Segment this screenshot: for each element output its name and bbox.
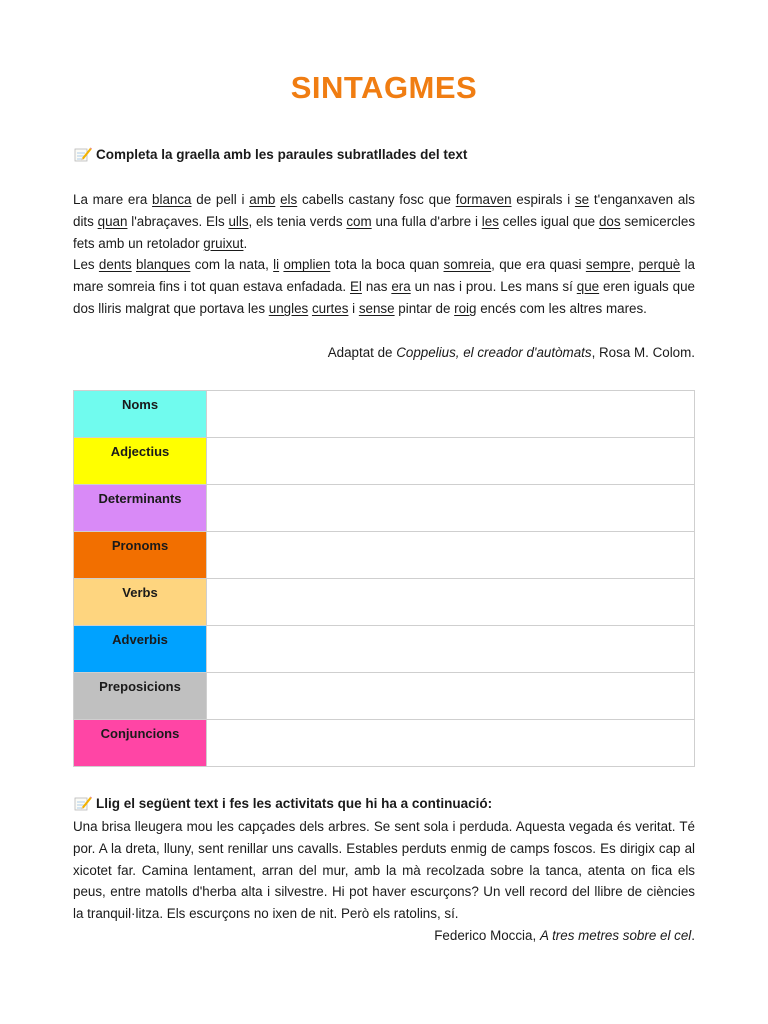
text-run: eren iguals que dos lliris malgrat que portava les <box>73 279 696 316</box>
credit-1-suffix: , Rosa M. Colom. <box>591 345 695 360</box>
text-run: una fulla d'arbre i <box>371 213 482 229</box>
underlined-word: gruixut <box>203 235 244 251</box>
underlined-word: El <box>349 279 362 295</box>
instruction-1-text: Completa la graella amb les paraules subratllades del text <box>96 146 468 162</box>
underlined-word: omplien <box>283 257 331 273</box>
underlined-word: dents <box>98 257 132 273</box>
grid-answer-determinants[interactable] <box>207 485 695 532</box>
text-1-paragraph-2 <box>73 254 695 319</box>
grid-row-conjuncions <box>74 720 695 767</box>
underlined-word: sense <box>358 300 395 316</box>
text-run: l'abraçaves. Els <box>127 213 229 229</box>
grid-row-preposicions <box>74 673 695 720</box>
text-run: . <box>243 235 248 251</box>
grid-label-determinants: Determinants <box>74 485 207 532</box>
grid-label-preposicions: Preposicions <box>74 673 207 720</box>
underlined-word: els <box>280 192 298 207</box>
grid-answer-noms[interactable] <box>207 391 695 438</box>
instruction-2 <box>74 795 492 811</box>
underlined-word: blanques <box>136 257 191 273</box>
grid-row-pronoms <box>74 532 695 579</box>
memo-pencil-icon <box>74 146 92 162</box>
text-run: nas <box>361 279 392 295</box>
grid-label-verbs: Verbs <box>74 579 207 626</box>
text-run: la mare somreia fins i tot quan estava enfadada. <box>73 257 696 295</box>
text-run: espirals i <box>511 192 575 207</box>
text-run: , que era quasi <box>491 257 586 273</box>
grid-row-verbs <box>74 579 695 626</box>
text-run: i <box>348 300 359 316</box>
instruction-2-text: Llig el següent text i fes les activitats que hi ha a continuació: <box>96 795 493 811</box>
text-2 <box>73 816 695 925</box>
underlined-word: se <box>574 192 590 207</box>
instruction-1 <box>74 146 467 162</box>
text-run: Les <box>73 257 99 273</box>
word-classification-grid <box>73 390 695 767</box>
grid-label-noms: Noms <box>74 391 207 438</box>
underlined-word: somreia <box>443 257 492 273</box>
grid-row-adjectius <box>74 438 695 485</box>
grid-label-conjuncions: Conjuncions <box>74 720 207 767</box>
grid-row-adverbis <box>74 626 695 673</box>
text-run: pintar de <box>394 300 455 316</box>
text-1-paragraph-1 <box>73 189 695 254</box>
underlined-word: les <box>481 213 499 229</box>
text-1 <box>73 189 695 320</box>
text-run: un nas i prou. Les mans sí <box>410 279 577 295</box>
grid-answer-adverbis[interactable] <box>207 626 695 673</box>
credit-1-prefix: Adaptat de <box>327 345 397 360</box>
underlined-word: li <box>273 257 280 273</box>
grid-answer-preposicions[interactable] <box>207 673 695 720</box>
underlined-word: formaven <box>455 192 512 207</box>
text-run: semicercles fets amb un retolador <box>73 213 696 251</box>
grid-answer-adjectius[interactable] <box>207 438 695 485</box>
underlined-word: roig <box>454 300 477 316</box>
underlined-word: que <box>576 279 600 295</box>
underlined-word: amb <box>249 192 276 207</box>
text-run: com la nata, <box>190 257 274 273</box>
text-run: , els tenia verds <box>248 213 347 229</box>
page-title: SINTAGMES <box>290 70 478 105</box>
underlined-word: blanca <box>152 192 192 207</box>
underlined-word: ungles <box>268 300 309 316</box>
text-run: La mare era <box>73 192 153 207</box>
grid-label-pronoms: Pronoms <box>74 532 207 579</box>
text-run: celles igual que <box>498 213 599 229</box>
memo-pencil-icon <box>74 795 92 811</box>
credit-1-title: Coppelius, el creador d'autòmats <box>396 345 592 360</box>
underlined-word: curtes <box>311 300 349 316</box>
text-run: t'enganxaven als dits <box>73 192 695 229</box>
text-run: encés com les altres mares. <box>476 300 647 316</box>
underlined-word: ulls <box>228 213 249 229</box>
text-1-credit <box>73 345 695 360</box>
grid-row-noms <box>74 391 695 438</box>
grid-label-adjectius: Adjectius <box>74 438 207 485</box>
grid-answer-pronoms[interactable] <box>207 532 695 579</box>
text-run: de pell i <box>191 192 250 207</box>
credit-2-title: A tres metres sobre el cel <box>539 928 692 943</box>
grid-answer-conjuncions[interactable] <box>207 720 695 767</box>
text-2-body: Una brisa lleugera mou les capçades dels arbres. Se sent sola i perduda. Aquesta vegada és veritat. Té por. A la dreta, lluny, sent renillar uns cavalls. Estables perduts enmig de camps foscos. Es dirigix cap al xicotet far. Camina lentament, arran del mur, amb la mà recolzada sobre la tanca, atenta on fica els peus, entre matolls d'herba alta i silvestre. Hi pot haver escurçons? Un vell record del llibre de ciències la tranquil·litza. Els escurçons no ixen de nit. Però els ratolins, sí. <box>73 819 695 922</box>
credit-2-suffix: . <box>691 928 695 943</box>
credit-2-prefix: Federico Moccia, <box>434 928 540 943</box>
text-run: , <box>630 257 639 273</box>
underlined-word: sempre <box>585 257 631 273</box>
underlined-word: perquè <box>638 257 681 273</box>
underlined-word: com <box>346 213 372 229</box>
text-run: cabells castany fosc que <box>297 192 456 207</box>
underlined-word: dos <box>598 213 621 229</box>
text-run: tota la boca quan <box>330 257 444 273</box>
underlined-word: quan <box>97 213 128 229</box>
text-2-credit <box>73 928 695 943</box>
grid-answer-verbs[interactable] <box>207 579 695 626</box>
grid-label-adverbis: Adverbis <box>74 626 207 673</box>
grid-row-determinants <box>74 485 695 532</box>
underlined-word: era <box>391 279 411 295</box>
